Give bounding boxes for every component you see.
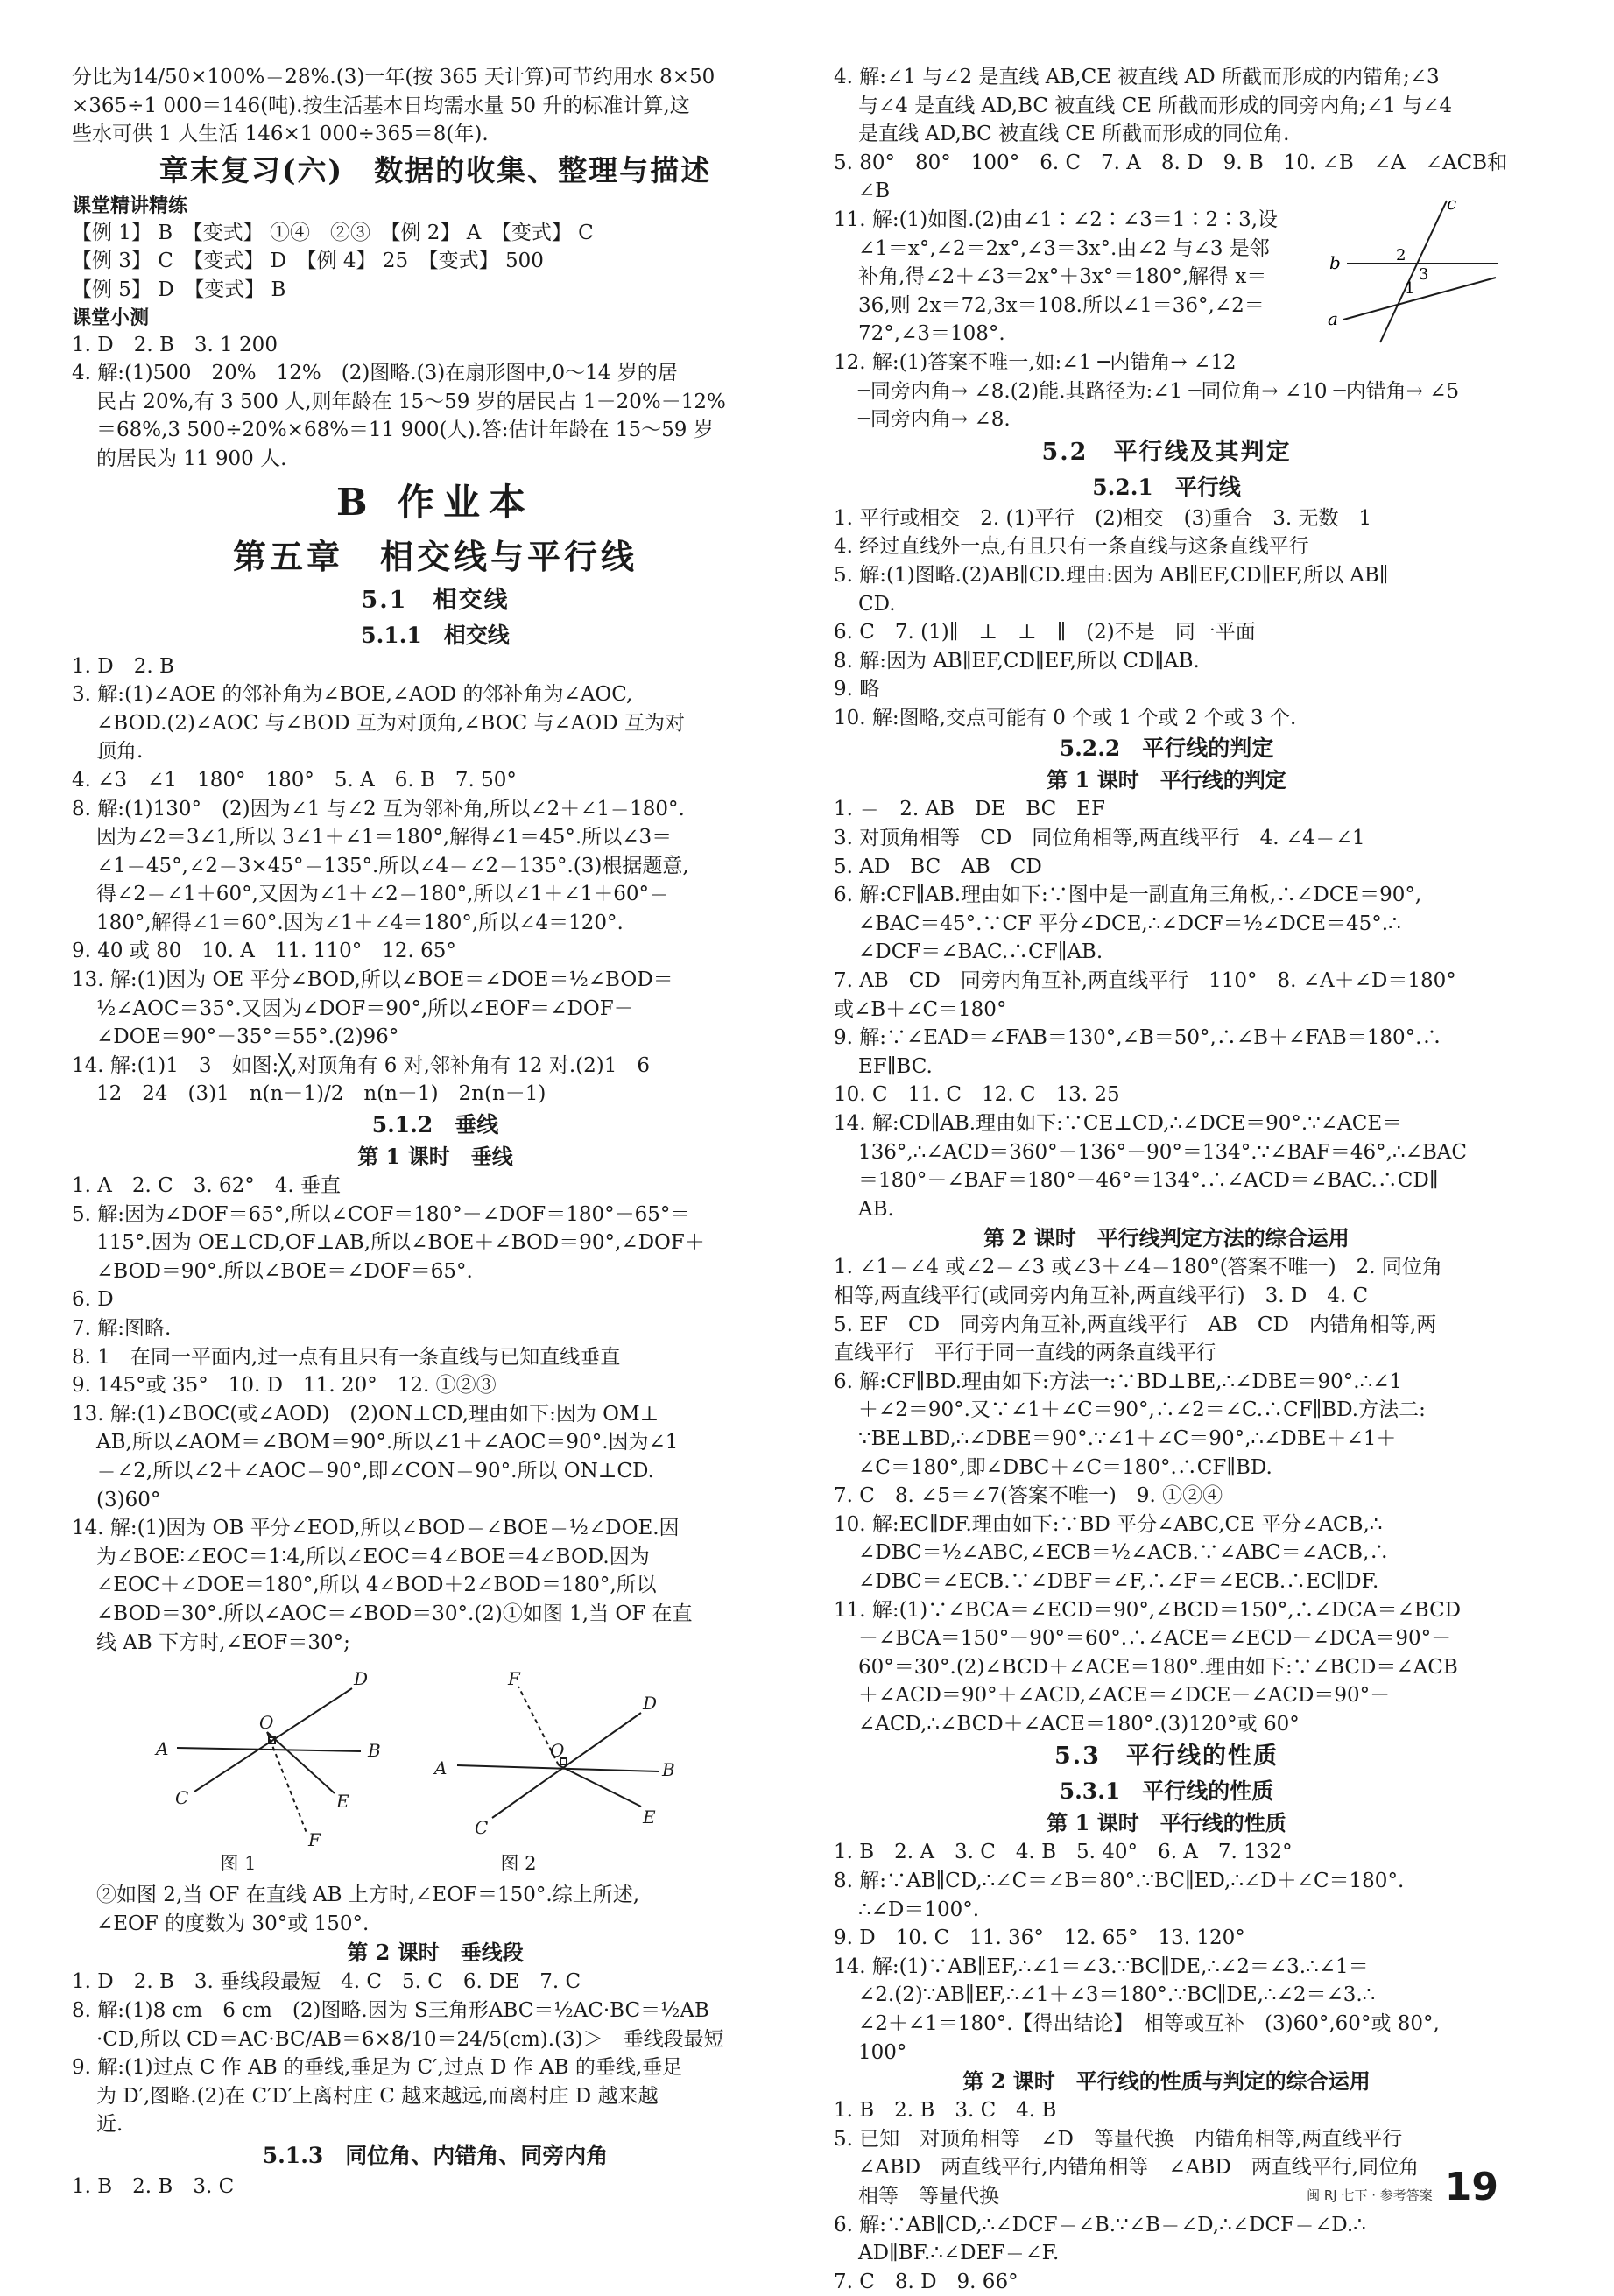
text-line: 3. 解:(1)∠AOE 的邻补角为∠BOE,∠AOD 的邻补角为∠AOC, [72,683,633,707]
figure-2-caption: 图 2 [500,1853,537,1875]
text-line: 9. 略 [834,678,880,701]
lesson-title: 第 1 课时 平行线的判定 [1047,767,1286,793]
text-line: 相等 等量代换 [858,2185,999,2208]
text-line: 10. C 11. C 12. C 13. 25 [834,1083,1120,1107]
section-title: 5.3 平行线的性质 [1054,1743,1279,1771]
text-line: ∠BOD.(2)∠AOC 与∠BOD 互为对顶角,∠BOC 与∠AOD 互为对 [96,711,685,735]
subsection-title: 5.2.2 平行线的判定 [1059,736,1274,762]
page-number: 19 [1444,2165,1498,2209]
text-line: ─同旁内角→ ∠8. [858,408,1011,432]
figure-1-caption: 图 1 [220,1853,257,1875]
answers-block-rc [834,795,1499,1223]
text-line: 1. B 2. B 3. C 4. B [834,2099,1057,2123]
label-F: F [308,1829,321,1851]
text-line: ∠1＝x°,∠2＝2x°,∠3＝3x°.由∠2 与∠3 是邻 [858,236,1270,260]
text-line: 10. 解:EC∥DF.理由如下:∵BD 平分∠ABC,CE 平分∠ACB,∴ [834,1512,1383,1536]
text-line: 顶角. [96,740,144,764]
text-line: 6. C 7. (1)∥ ⊥ ⊥ ∥ (2)不是 同一平面 [834,621,1256,644]
label-C: C [175,1787,189,1809]
text-line: 5. 解:(1)图略.(2)AB∥CD.理由:因为 AB∥EF,CD∥EF,所以 AB∥ [834,563,1389,587]
label-A: A [434,1757,448,1779]
text-line: 是直线 AD,BC 被直线 CE 所截而形成的同位角. [858,123,1290,146]
text-line: (3)60° [96,1488,161,1511]
page-footer [1307,2165,1498,2209]
text-line: 4. 经过直线外一点,有且只有一条直线与这条直线平行 [834,535,1309,559]
text-line: ＝180°－∠BAF＝180°－46°＝134°.∴∠ACD＝∠BAC.∴CD∥ [858,1169,1439,1193]
subsection-title: 5.1.1 相交线 [361,622,510,648]
text-line: 11. 解:(1)∵∠BCA＝∠ECD＝90°,∠BCD＝150°,∴∠DCA＝∠BCD [834,1598,1462,1622]
line-c [1380,201,1447,342]
figure-1-labels [154,1668,381,1850]
text-line: 9. 解:∵∠EAD＝∠FAB＝130°,∠B＝50°,∴∠B＋∠FAB＝180°.∴ [834,1026,1442,1050]
text-line: 8. 解:∵AB∥CD,∴∠C＝∠B＝80°.∵BC∥ED,∴∠D＋∠C＝180°. [834,1870,1405,1893]
text-line: ·CD,所以 CD＝AC·BC/AB＝6×8/10＝24/5(cm).(3)＞ 垂线段最短 [96,2027,724,2051]
text-line: 12. 解:(1)答案不唯一,如:∠1 ─内错角→ ∠12 [834,350,1237,374]
text-line: 6. 解:CF∥AB.理由如下:∵图中是一副直角三角板,∴∠DCE＝90°, [834,884,1422,907]
text-line: ∠B [858,180,891,203]
text-line: ∠EOC＋∠DOE＝180°,所以 4∠BOD＋2∠BOD＝180°,所以 [96,1574,657,1597]
text-line: ∠EOF 的度数为 30°或 150°. [96,1912,370,1935]
label-A: A [156,1738,169,1760]
text-line: ×365÷1 000＝146(吨).按生活基本日均需水量 50 升的标准计算,这 [72,94,690,117]
text-line: 14. 解:(1)∵AB∥EF,∴∠1＝∠3.∵BC∥DE,∴∠2＝∠3.∴∠1＝ [834,1954,1369,1978]
q11-with-figure [834,192,1499,349]
answers-block-re [834,1838,1499,2067]
label-F: F [508,1668,520,1690]
text-line: 直线平行 平行于同一直线的两条直线平行 [834,1342,1216,1365]
text-line: 为 D′,图略.(2)在 C′D′上离村庄 C 越来越远,而离村庄 D 越来越 [96,2084,659,2108]
text-line: EF∥BC. [858,1054,933,1078]
text-line: 与∠4 是直线 AD,BC 被直线 CE 所截而形成的同旁内角;∠1 与∠4 [858,94,1453,117]
text-line: 9. D 10. C 11. 36° 12. 65° 13. 120° [834,1926,1245,1950]
answers-block-rd [834,1253,1499,1738]
label-O: O [259,1712,274,1734]
text-line: ∠2＋∠1＝180°.【得出结论】 相等或互补 (3)60°,60°或 80°, [858,2012,1440,2036]
text-line: 线 AB 下方时,∠EOF＝30°; [96,1630,350,1654]
answers-block-d [72,1968,799,2139]
figures-1-2 [72,1662,799,1876]
text-line: 8. 1 在同一平面内,过一点有且只有一条直线与已知直线垂直 [72,1345,621,1369]
text-line: 1. ∠1＝∠4 或∠2＝∠3 或∠3＋∠4＝180°(答案不唯一) 2. 同位角 [834,1256,1442,1279]
angle-figures-svg [72,1662,675,1851]
text-line: 7. C 8. ∠5＝∠7(答案不唯一) 9. ①②④ [834,1484,1223,1508]
text-line: 9. 解:(1)过点 C 作 AB 的垂线,垂足为 C′,过点 D 作 AB 的垂线,垂足 [72,2056,683,2080]
text-line: ∠BOD＝30°.所以∠AOC＝∠BOD＝30°.(2)①如图 1,当 OF 在直 [96,1602,693,1625]
text-line: 12 24 (3)1 n(n－1)/2 n(n－1) 2n(n－1) [96,1082,546,1106]
text-line: 8. 解:因为 AB∥EF,CD∥EF,所以 CD∥AB. [834,649,1200,673]
label-D: D [354,1668,369,1690]
line-CD [194,1688,352,1792]
text-line: 180°,解得∠1＝60°.因为∠1＋∠4＝180°,所以∠4＝120°. [96,911,624,934]
lesson-title: 第 1 课时 平行线的性质 [1047,1810,1286,1836]
text-line: 10. 解:图略,交点可能有 0 个或 1 个或 2 个或 3 个. [834,706,1297,729]
q11-figure [1324,192,1499,346]
text-line: 得∠2＝∠1＋60°,又因为∠1＋∠2＝180°,所以∠1＋∠1＋60°＝ [96,883,669,906]
text-line: ∠ACD,∴∠BCD＋∠ACE＝180°.(3)120°或 60° [858,1712,1300,1736]
figure-2-labels [433,1668,675,1838]
answers-block-rb [834,504,1499,733]
figure-1 [177,1688,361,1833]
text-line: 14. 解:(1)因为 OB 平分∠EOD,所以∠BOD＝∠BOE＝½∠DOE.因 [72,1517,680,1540]
text-line: 1. D 2. B 3. 1 200 [72,333,278,356]
subsection-title: 5.1.3 同位角、内错角、同旁内角 [262,2142,609,2168]
text-line: 【例 5】 D 【变式】 B [72,278,286,301]
text-line: ②如图 2,当 OF 在直线 AB 上方时,∠EOF＝150°.综上所述, [96,1884,640,1907]
text-line: 4. 解:(1)500 20% 12% (2)图略.(3)在扇形图中,0～14 岁的居 [72,362,678,385]
figure-captions [72,1849,667,1876]
text-line: ∠2.(2)∵AB∥EF,∴∠1＋∠3＝180°.∵BC∥DE,∴∠2＝∠3.∴ [858,1983,1376,2007]
label-B: B [662,1759,675,1781]
label-C: C [475,1817,489,1839]
text-line: 13. 解:(1)因为 OE 平分∠BOD,所以∠BOE＝∠DOE＝½∠BOD＝ [72,968,673,992]
text-line: 些水可供 1 人生活 146×1 000÷365＝8(年). [72,123,489,146]
text-line: 1. B 2. A 3. C 4. B 5. 40° 6. A 7. 132° [834,1841,1293,1864]
ray-OE [559,1765,641,1807]
review-subtitle: 课堂精讲精练 [72,194,188,217]
text-line: ∠1＝45°,∠2＝3×45°＝135°.所以∠4＝∠2＝135°.(3)根据题意, [96,854,689,877]
lesson-title: 第 2 课时 平行线的性质与判定的综合运用 [962,2068,1371,2095]
angle-3: 3 [1419,264,1429,284]
text-line: 6. D [72,1288,114,1312]
text-line: ∠DBC＝½∠ABC,∠ECB＝½∠ACB.∵∠ABC＝∠ACB,∴ [858,1541,1390,1565]
left-column [72,63,799,2201]
text-line: ∠BOD＝90°.所以∠BOE＝∠DOF＝65°. [96,1259,473,1283]
text-line: 100° [858,2040,907,2064]
ray-OF [267,1732,307,1833]
text-line: ∵BE⊥BD,∴∠DBE＝90°.∵∠1＋∠C＝90°,∴∠DBE＋∠1＋ [858,1426,1397,1450]
text-line: 6. 解:CF∥BD.理由如下:方法一:∵BD⊥BE,∴∠DBE＝90°.∴∠1 [834,1370,1403,1393]
text-line: 60°＝30°.(2)∠BCD＋∠ACE＝180°.理由如下:∵∠BCD＝∠ACB [858,1655,1458,1679]
label-E: E [643,1807,656,1828]
text-line: 72°,∠3＝108°. [858,322,1005,346]
answers-block-a [72,652,799,1109]
text-line: 115°.因为 OE⊥CD,OF⊥AB,所以∠BOE＋∠BOD＝90°,∠DOF＋ [96,1231,705,1255]
review-title: 章末复习(六) 数据的收集、整理与描述 [159,152,712,187]
text-line: 9. 145°或 35° 10. D 11. 20° 12. ①②③ [72,1374,497,1398]
text-line: ∠DBC＝∠ECB.∵∠DBF＝∠F,∴∠F＝∠ECB.∴EC∥DF. [858,1569,1379,1593]
text-line: AD∥BF.∴∠DEF＝∠F. [858,2242,1060,2265]
text-line: 3. 对顶角相等 CD 同位角相等,两直线平行 4. ∠4＝∠1 [834,827,1365,850]
text-line: 1. B 2. B 3. C [72,2174,235,2198]
text-line: 因为∠2＝3∠1,所以 3∠1＋∠1＝180°,解得∠1＝45°.所以∠3＝ [96,826,673,849]
ray-OE [267,1732,335,1793]
text-line: 13. 解:(1)∠BOC(或∠AOD) (2)ON⊥CD,理由如下:因为 OM⊥ [72,1402,659,1426]
label-b: b [1329,251,1341,273]
text-line: 6. 解:∵AB∥CD,∴∠DCF＝∠B.∵∠B＝∠D,∴∠DCF＝∠D.∴ [834,2213,1366,2236]
answers-block-b [72,1172,799,1657]
text-line: 5. 80° 80° 100° 6. C 7. A 8. D 9. B 10. ∠B ∠A ∠ACB和 [834,151,1508,174]
text-line: 1. A 2. C 3. 62° 4. 垂直 [72,1174,341,1198]
label-a: a [1328,307,1338,329]
text-line: 11. 解:(1)如图.(2)由∠1∶∠2∶∠3＝1∶2∶3,设 [834,208,1279,231]
lesson-title: 第 1 课时 垂线 [357,1144,513,1170]
text-line: ½∠AOC＝35°.又因为∠DOF＝90°,所以∠EOF＝∠DOF－ [96,997,634,1020]
text-line: 7. C 8. D 9. 66° [834,2270,1018,2293]
chapter-title: 第五章 相交线与平行线 [232,536,638,576]
lesson-title: 第 2 课时 平行线判定方法的综合运用 [983,1225,1350,1251]
angle-1: 1 [1405,278,1415,298]
text-line: ∠ABD 两直线平行,内错角相等 ∠ABD 两直线平行,同位角 [858,2156,1420,2180]
label-D: D [643,1693,658,1715]
text-line: 【例 3】 C 【变式】 D 【例 4】 25 【变式】 500 [72,250,544,273]
text-line: 的居民为 11 900 人. [96,447,287,470]
text-line: 民占 20%,有 3 500 人,则年龄在 15～59 岁的居民占 1－20%－12% [96,390,726,413]
text-line: 9. 40 或 80 10. A 11. 110° 12. 65° [72,940,456,963]
text-line: 分比为14/50×100%＝28%.(3)一年(按 365 天计算)可节约用水 8×50 [72,66,715,88]
text-line: 14. 解:(1)1 3 如图:╳,对顶角有 6 对,邻补角有 12 对.(2)1 6 [72,1053,651,1077]
footer-text: 闽 RJ 七下 · 参考答案 [1307,2187,1433,2203]
test-subtitle: 课堂小测 [72,306,150,329]
text-line: ＋∠ACD＝90°＋∠ACD,∠ACE＝∠DCE－∠ACD＝90°－ [858,1684,1391,1708]
text-line: ∠C＝180°,即∠DBC＋∠C＝180°.∴CF∥BD. [858,1455,1272,1479]
text-line: 5. 解:因为∠DOF＝65°,所以∠COF＝180°－∠DOF＝180°－65°＝ [72,1202,691,1226]
text-line: AB. [858,1197,894,1221]
text-line: ＝∠2,所以∠2＋∠AOC＝90°,即∠CON＝90°.所以 ON⊥CD. [96,1459,654,1483]
text-line: 8. 解:(1)8 cm 6 cm (2)图略.因为 S三角形ABC＝½AC·BC＝½AB [72,1998,709,2022]
text-line: 8. 解:(1)130° (2)因为∠1 与∠2 互为邻补角,所以∠2＋∠1＝180°. [72,797,685,821]
text-line: 补角,得∠2＋∠3＝2x°＋3x°＝180°,解得 x＝ [858,265,1267,289]
text-line: 1. 平行或相交 2. (1)平行 (2)相交 (3)重合 3. 无数 1 [834,506,1372,530]
text-line: 14. 解:CD∥AB.理由如下:∵CE⊥CD,∴∠DCE＝90°.∵∠ACE＝ [834,1112,1403,1135]
text-line: ∠DCF＝∠BAC.∴CF∥AB. [858,940,1103,964]
text-line: 1. D 2. B [72,654,174,678]
label-E: E [336,1791,349,1813]
text-line: 为∠BOE∶∠EOC＝1∶4,所以∠EOC＝4∠BOE＝4∠BOD.因为 [96,1545,650,1568]
text-line: 5. AD BC AB CD [834,855,1042,878]
text-line: 近. [96,2113,123,2137]
text-line: ∴∠D＝100°. [858,1898,980,1921]
right-column [834,63,1508,2296]
text-line: ─同旁内角→ ∠8.(2)能.其路径为:∠1 ─同位角→ ∠10 ─内错角→ ∠5 [858,379,1460,403]
text-line: 或∠B＋∠C＝180° [834,997,1007,1021]
text-line: ∠DOE＝90°－35°＝55°.(2)96° [96,1025,399,1049]
label-O: O [550,1740,565,1762]
left-top-lines [72,63,799,149]
answers-block-ra [834,63,1508,434]
text-line: 1. ＝ 2. AB DE BC EF [834,798,1105,821]
lesson-title: 第 2 课时 垂线段 [347,1940,524,1966]
text-line: 4. ∠3 ∠1 180° 180° 5. A 6. B 7. 50° [72,768,517,792]
book-title: B 作业本 [335,480,535,524]
subsection-title: 5.3.1 平行线的性质 [1059,1778,1274,1805]
text-line: 36,则 2x＝72,3x＝108.所以∠1＝36°,∠2＝ [858,293,1265,317]
answers-block-c [72,1881,799,1938]
text-line: 1. D 2. B 3. 垂线段最短 4. C 5. C 6. DE 7. C [72,1970,581,1994]
text-line: 5. 已知 对顶角相等 ∠D 等量代换 内错角相等,两直线平行 [834,2127,1403,2151]
text-line: 5. EF CD 同旁内角互补,两直线平行 AB CD 内错角相等,两 [834,1313,1437,1336]
subsection-title: 5.2.1 平行线 [1092,474,1241,500]
text-line: 7. 解:图略. [72,1317,172,1340]
text-line: ∠BAC＝45°.∵CF 平分∠DCE,∴∠DCF＝½∠DCE＝45°.∴ [858,912,1401,935]
line-AB [177,1748,361,1751]
label-c: c [1447,192,1457,214]
subsection-title: 5.1.2 垂线 [371,1112,499,1138]
label-B: B [368,1740,381,1762]
section-title: 5.2 平行线及其判定 [1041,438,1292,466]
line-a [1343,278,1496,320]
text-line: ＋∠2＝90°.又∵∠1＋∠C＝90°,∴∠2＝∠C.∴CF∥BD.方法二: [858,1398,1426,1422]
angle-2: 2 [1396,245,1406,264]
text-line: 相等,两直线平行(或同旁内角互补,两直线平行) 3. D 4. C [834,1284,1369,1307]
text-line: AB,所以∠AOM＝∠BOM＝90°.所以∠1＋∠AOC＝90°.因为∠1 [96,1431,679,1454]
text-line: ＝68%,3 500÷20%×68%＝11 900(人).答:估计年龄在 15～59 岁 [96,419,714,442]
text-line: 136°,∴∠ACD＝360°－136°－90°＝134°.∵∠BAF＝46°,∴∠BAC [858,1140,1468,1164]
text-line: －∠BCA＝150°－90°＝60°.∴∠ACE＝∠ECD－∠DCA＝90°－ [858,1627,1452,1651]
text-line: 【例 1】 B 【变式】 ①④ ②③ 【例 2】 A 【变式】 C [72,221,594,244]
text-line: 4. 解:∠1 与∠2 是直线 AB,CE 被直线 AD 所截而形成的内错角;∠3 [834,66,1440,88]
text-line: CD. [858,592,896,616]
text-line: 7. AB CD 同旁内角互补,两直线平行 110° 8. ∠A＋∠D＝180° [834,969,1456,993]
section-title: 5.1 相交线 [361,586,510,614]
